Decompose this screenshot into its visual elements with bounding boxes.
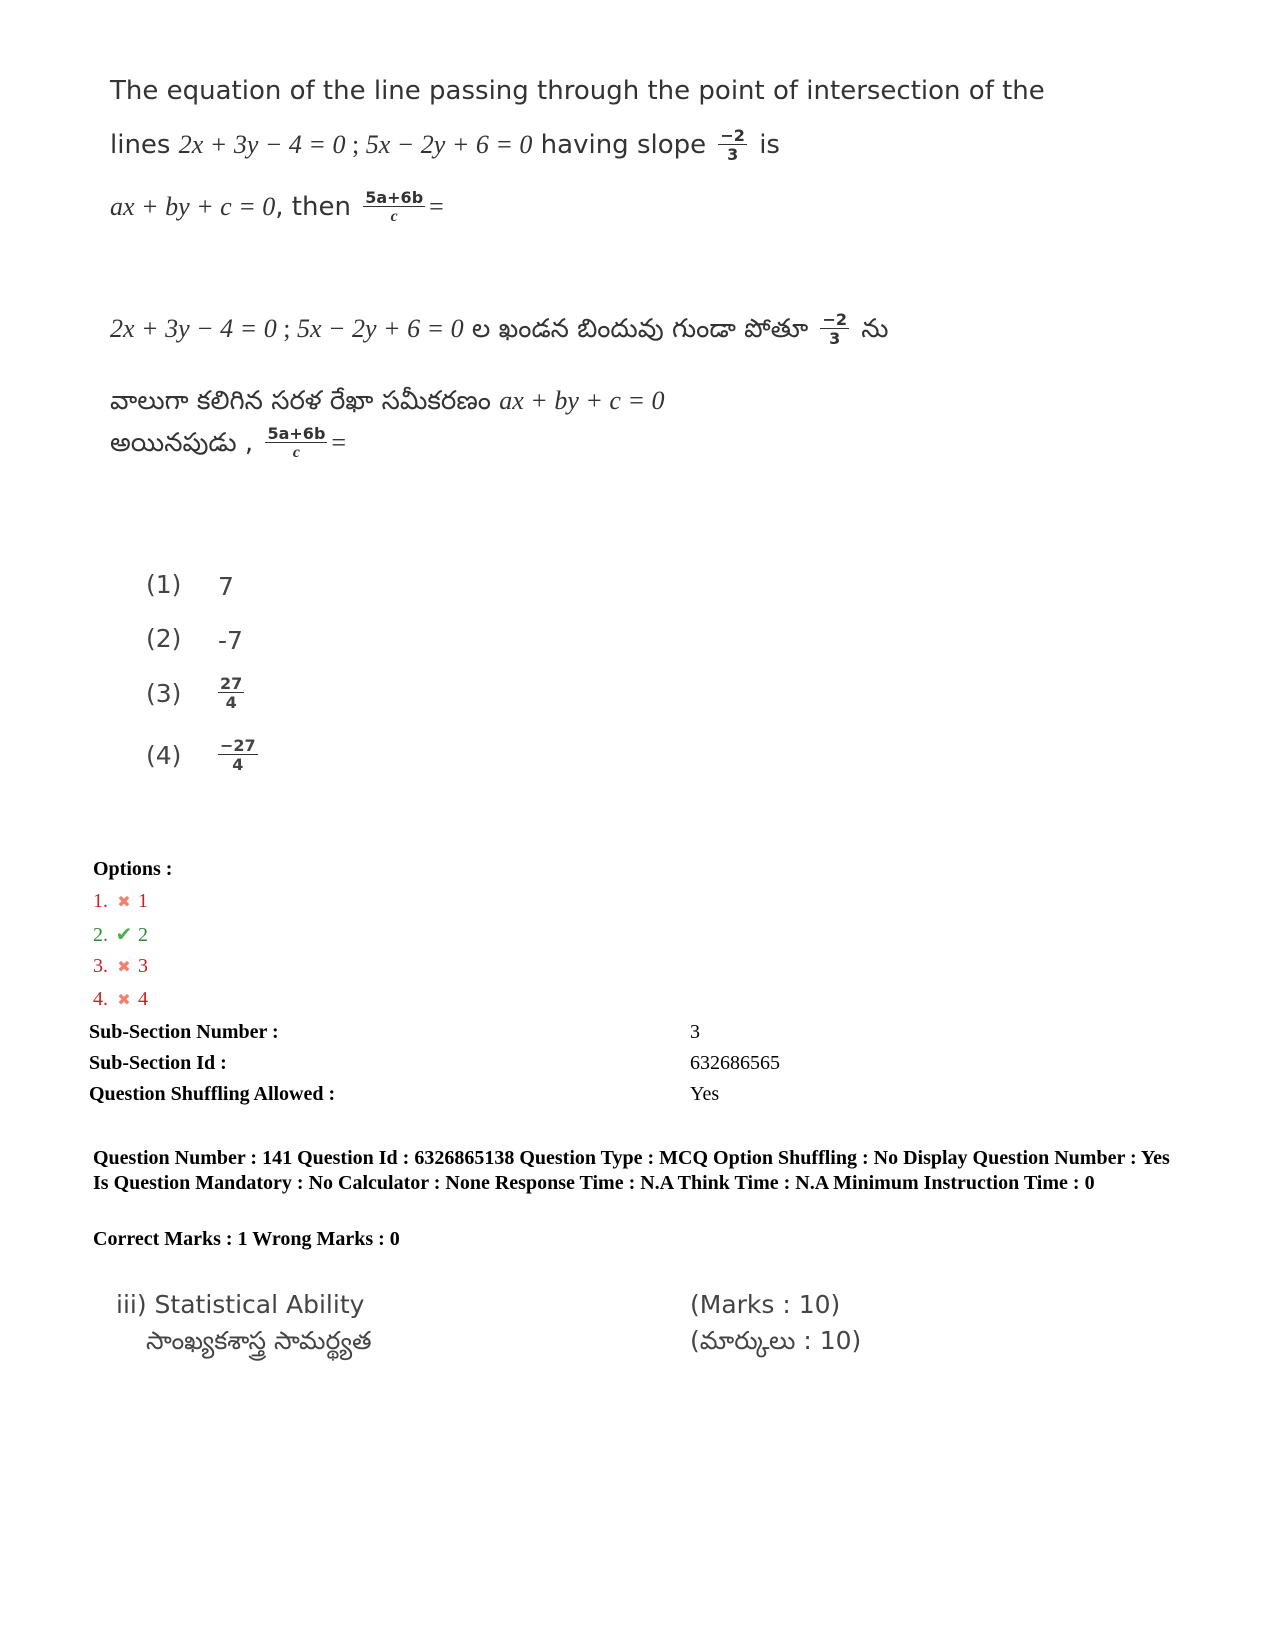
telugu-line-2 (110, 386, 665, 422)
section-title-en: iii) Statistical Ability (116, 1290, 365, 1319)
options-heading: Options : (93, 858, 173, 880)
question-text: having slope (532, 130, 715, 160)
line-equation: ax + by + c = 0 (499, 386, 665, 415)
slope-denominator: 3 (829, 329, 841, 348)
line-equation: ax + by + c = 0 (110, 192, 276, 221)
question-info: Question Number : 141 Question Id : 6326865138 Question Type : MCQ Option Shuffling : No Display Question Number : Yes Is Question Mandatory : No Calculator : None Response Time : N.A Think Time : N.A Minimum Instruction Time : 0 (93, 1147, 1170, 1194)
option-number: 4. (93, 988, 108, 1010)
option-item-4 (93, 988, 148, 1011)
choice-1 (146, 570, 234, 601)
ratio-numerator: 5a+6b (365, 188, 424, 207)
section-title-te: సాంఖ్యకశాస్త్ర సామర్థ్యత (146, 1326, 372, 1355)
subsection-id-label: Sub-Section Id : (89, 1052, 227, 1074)
cross-icon: ✖ (117, 959, 131, 976)
option-item-3 (93, 955, 148, 978)
option-text: 3 (138, 955, 148, 977)
equation-1: 2x + 3y − 4 = 0 (178, 130, 346, 159)
choice-2 (146, 624, 243, 655)
choice-denominator: 4 (225, 693, 237, 712)
equals-sign: = (331, 428, 347, 457)
choice-label: (4) (146, 741, 182, 770)
question-text: is (750, 130, 780, 160)
option-text: 4 (138, 988, 148, 1010)
subsection-id-value: 632686565 (690, 1052, 780, 1074)
choice-denominator: 4 (232, 755, 244, 774)
check-icon: ✔ (115, 924, 133, 946)
question-text: , then (275, 192, 360, 222)
equation-2: 5x − 2y + 6 = 0 (296, 314, 464, 343)
option-number: 2. (93, 924, 108, 946)
option-number: 3. (93, 955, 108, 977)
telugu-text: ల ఖండన బిందువు గుండా పోతూ (463, 314, 817, 344)
equation-2: 5x − 2y + 6 = 0 (365, 130, 533, 159)
slope-fraction (820, 312, 849, 347)
slope-denominator: 3 (727, 145, 739, 164)
choice-3 (146, 676, 248, 711)
telugu-text: ను (853, 314, 889, 344)
equals-sign: = (429, 192, 444, 221)
option-text: 1 (138, 890, 148, 912)
telugu-text: అయినపుడు , (110, 428, 262, 458)
separator: ; (276, 314, 297, 343)
choice-fraction (218, 738, 258, 773)
slope-numerator: −2 (720, 126, 745, 145)
equation-1: 2x + 3y − 4 = 0 (110, 314, 277, 343)
ratio-denominator: c (390, 208, 398, 225)
question-line-1 (110, 76, 1045, 106)
shuffling-label: Question Shuffling Allowed : (89, 1083, 336, 1105)
option-number: 1. (93, 890, 108, 912)
question-line-3 (110, 190, 444, 225)
choice-numerator: 27 (220, 674, 243, 693)
choice-fraction (218, 676, 244, 711)
choice-value: 7 (218, 571, 234, 601)
shuffling-value: Yes (690, 1083, 720, 1105)
slope-fraction (718, 128, 747, 163)
subsection-number-value: 3 (690, 1021, 700, 1043)
section-marks-te: (మార్కులు : 10) (690, 1326, 862, 1355)
choice-label: (1) (146, 570, 182, 599)
subsection-number-label: Sub-Section Number : (89, 1021, 279, 1043)
choice-numerator: −27 (220, 736, 256, 755)
choice-label: (2) (146, 624, 182, 653)
telugu-line-1 (110, 312, 889, 350)
option-item-2 (93, 922, 148, 947)
option-text: 2 (138, 924, 148, 946)
telugu-text: వాలుగా కలిగిన సరళ రేఖా సమీకరణం (110, 386, 500, 416)
slope-numerator: −2 (822, 310, 847, 329)
telugu-line-3 (110, 426, 346, 464)
choice-4 (146, 738, 262, 773)
ratio-numerator: 5a+6b (267, 424, 326, 443)
ratio-fraction (363, 190, 425, 225)
marks-info: Correct Marks : 1 Wrong Marks : 0 (93, 1228, 400, 1250)
ratio-fraction (265, 426, 327, 461)
ratio-denominator: c (292, 444, 300, 461)
cross-icon: ✖ (117, 894, 131, 911)
section-marks-en: (Marks : 10) (690, 1290, 841, 1319)
option-item-1 (93, 890, 148, 913)
question-line-2 (110, 128, 780, 163)
choice-value: -7 (218, 625, 243, 655)
separator: ; (345, 130, 366, 159)
cross-icon: ✖ (117, 992, 131, 1009)
question-text: lines (110, 130, 179, 160)
choice-label: (3) (146, 679, 182, 708)
question-text: The equation of the line passing through the point of intersection of the (110, 76, 1045, 106)
